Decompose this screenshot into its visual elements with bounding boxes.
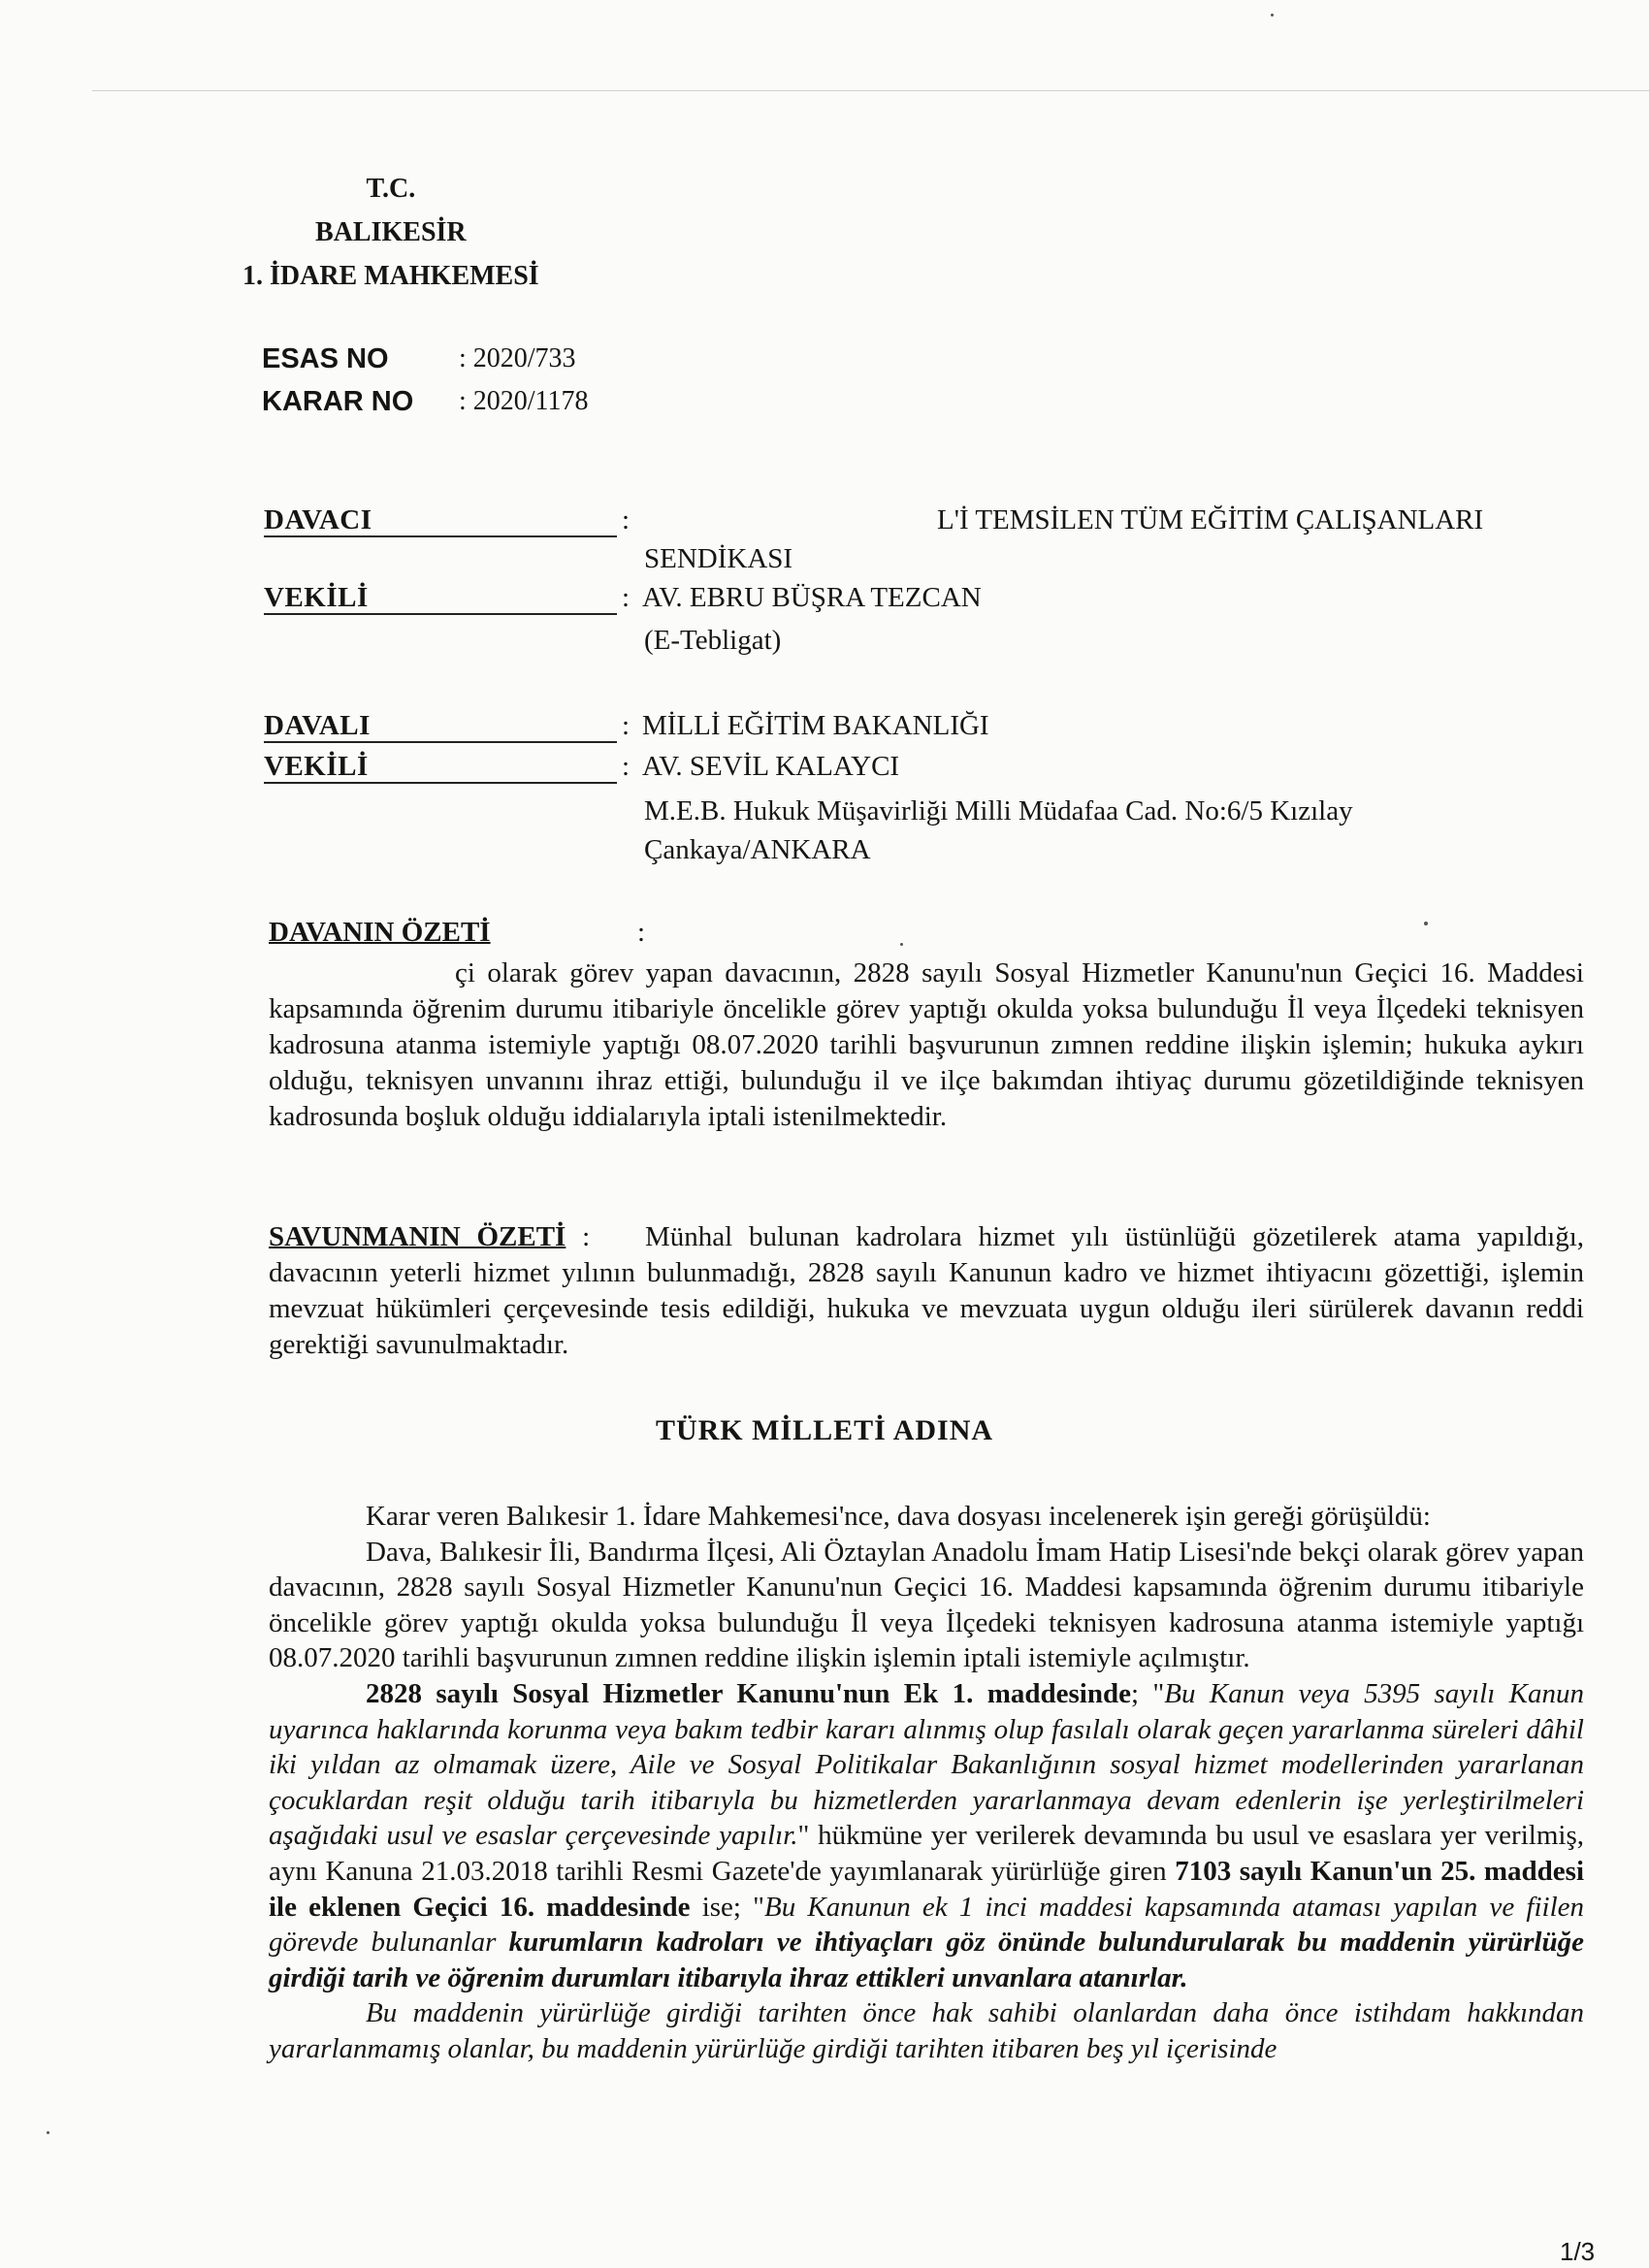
davali-value: MİLLİ EĞİTİM BAKANLIĞI	[642, 710, 989, 741]
court-country: T.C.	[366, 174, 416, 204]
decision-paragraph-3	[269, 1676, 1584, 1995]
karar-row	[262, 380, 589, 423]
page-number: 1/3	[1560, 2237, 1596, 2266]
davali-vekil-value: AV. SEVİL KALAYCI	[642, 751, 900, 782]
davaci-value-cont: SENDİKASI	[644, 543, 793, 574]
scan-speck	[1424, 922, 1428, 925]
davali-vekil-colon: :	[622, 751, 630, 782]
davaci-row	[264, 501, 1554, 539]
defense-summary-colon: :	[582, 1221, 591, 1252]
ek1-quote: Bu Kanun veya 5395 sayılı Kanun uyarınca haklarında korunma veya bakım tedbir kararı alınmış olup fasılalı olarak geçen yararlanma süreleri dâhil iki yıldan az olmamak üzere, Aile ve Sosyal Politikalar Bakanlığının sosyal hizmet modellerinden yararlanan çocuklardan reşit olduğu tarih itibarıyla bu hizmetlerden yararlanmaya devam edenlerin işe yerleştirilmeleri aşağıdaki usul ve esaslar çerçevesinde yapılır.	[269, 1677, 1584, 1852]
decision-paragraph-2: Dava, Balıkesir İli, Bandırma İlçesi, Ali Öztaylan Anadolu İmam Hatip Lisesi'nde bekçi olarak görev yapan davacının, 2828 sayılı Sosyal Hizmetler Kanunu'nun Geçici 16. Maddesi kapsamında öğrenim durumu itibariyle öncelikle görev yaptığı okulda yoksa bulunduğu İl veya İlçedeki teknisyen kadrosuna atanma istemiyle yaptığı 08.07.2020 tarihli başvurunun zımnen reddine ilişkin işlemin iptali istemiyle açılmıştır.	[269, 1536, 1584, 1674]
karar-value: : 2020/1178	[459, 386, 589, 416]
davali-row	[264, 706, 1554, 745]
davaci-vekil-value: AV. EBRU BÜŞRA TEZCAN	[642, 582, 982, 613]
karar-label: KARAR NO	[262, 386, 414, 417]
plaintiff-block	[264, 501, 1554, 656]
esas-row	[262, 338, 589, 380]
scan-speck	[900, 943, 903, 946]
court-city: BALIKESİR	[315, 217, 467, 247]
decision-body	[269, 1499, 1584, 2067]
davali-label: DAVALI	[264, 706, 617, 743]
decision-heading: TÜRK MİLLETİ ADINA	[655, 1414, 994, 1446]
davaci-value: L'İ TEMSİLEN TÜM EĞİTİM ÇALIŞANLARI	[937, 504, 1484, 535]
esas-value: : 2020/733	[459, 343, 576, 373]
case-summary-heading: DAVANIN ÖZETİ	[269, 917, 491, 948]
defense-summary-text: Münhal bulunan kadrolara hizmet yılı üstünlüğü gözetilerek atama yapıldığı, davacının yeterli hizmet yılının bulunmadığı, 2828 sayılı Kanunun kadro ve hizmet ihtiyacını gözettiği, işlemin mevzuat hükümleri çerçevesinde tesis edildiği, hukuka ve mevzuata uygun olduğu ileri sürülerek davanın reddi gerektiği savunulmaktadır.	[269, 1221, 1585, 1360]
davali-vekil-row	[264, 747, 1554, 786]
defense-summary-heading: SAVUNMANIN ÖZETİ	[269, 1221, 566, 1252]
decision-paragraph-4: Bu maddenin yürürlüğe girdiği tarihten önce hak sahibi olanlardan daha önce istihdam hakkından yararlanmamış olanlar, bu maddenin yürürlüğe girdiği tarihten itibaren beş yıl içerisinde	[269, 1997, 1584, 2064]
gecici16-quote: Bu Kanunun ek 1 inci maddesi kapsamında ataması yapılan ve fiilen görevde bulunanlar	[269, 1891, 1585, 1959]
quote-open-2: ise; "	[690, 1891, 764, 1923]
defendant-block	[264, 706, 1554, 865]
decision-paragraph-1: Karar veren Balıkesir 1. İdare Mahkemesi'nce, dava dosyası incelenerek işin gereği görüşüldü:	[366, 1501, 1431, 1532]
quote-open-1: ; "	[1131, 1677, 1165, 1709]
case-summary-text: çi olarak görev yapan davacının, 2828 sayılı Sosyal Hizmetler Kanunu'nun Geçici 16. Maddesi kapsamında öğrenim durumu itibariyle öncelikle görev yaptığı okulda yoksa bulunduğu İl veya İlçedeki teknisyen kadrosuna atanma istemiyle yaptığı 08.07.2020 tarihli başvurunun zımnen reddine ilişkin işlemin; hukuka aykırı olduğu, teknisyen unvanını ihraz ettiği, bulunduğu il ve ilçe bakımdan ihtiyaç durumu gözetildiğinde teknisyen kadrosunda boşluk olduğu iddialarıyla iptali istenilmektedir.	[269, 957, 1584, 1132]
davali-vekil-label: VEKİLİ	[264, 747, 617, 784]
davaci-vekil-row	[264, 578, 1554, 617]
law-reference-ek1: 2828 sayılı Sosyal Hizmetler Kanunu'nun Ek 1. maddesinde	[366, 1677, 1131, 1709]
davali-colon: :	[622, 710, 630, 741]
scan-top-rule	[92, 90, 1649, 91]
davali-address-line2: Çankaya/ANKARA	[644, 834, 871, 865]
law-reference-gecici16: 7103 sayılı Kanun'un 25. maddesi ile eklenen Geçici 16. maddesinde	[269, 1855, 1585, 1923]
davaci-label: DAVACI	[264, 501, 617, 537]
scan-speck	[47, 2131, 49, 2134]
davaci-colon: :	[622, 504, 630, 535]
davaci-vekil-label: VEKİLİ	[264, 578, 617, 615]
case-numbers	[262, 338, 589, 423]
case-summary-colon: :	[637, 917, 646, 948]
court-header	[242, 167, 539, 298]
defense-summary	[269, 1219, 1584, 1363]
e-tebligat-note: (E-Tebligat)	[644, 625, 782, 656]
case-summary-heading-row	[269, 915, 1584, 951]
court-name: 1. İDARE MAHKEMESİ	[242, 261, 539, 291]
quote-close-text: " hükmüne yer verilerek devamında bu usul ve esaslara yer verilmiş, aynı Kanuna 21.03.2018 tarihli Resmi Gazete'de yayımlanarak yürürlüğe giren	[269, 1820, 1584, 1887]
scan-speck	[1271, 14, 1274, 16]
davali-address-line1: M.E.B. Hukuk Müşavirliği Milli Müdafaa Cad. No:6/5 Kızılay	[644, 795, 1353, 826]
davaci-vekil-colon: :	[622, 582, 630, 613]
gecici16-quote-emphasis: kurumların kadroları ve ihtiyaçları göz önünde bulundurularak bu maddenin yürürlüğe girdiği tarih ve öğrenim durumları itibarıyla ihraz ettikleri unvanlara atanırlar.	[269, 1927, 1584, 1993]
esas-label: ESAS NO	[262, 343, 389, 374]
